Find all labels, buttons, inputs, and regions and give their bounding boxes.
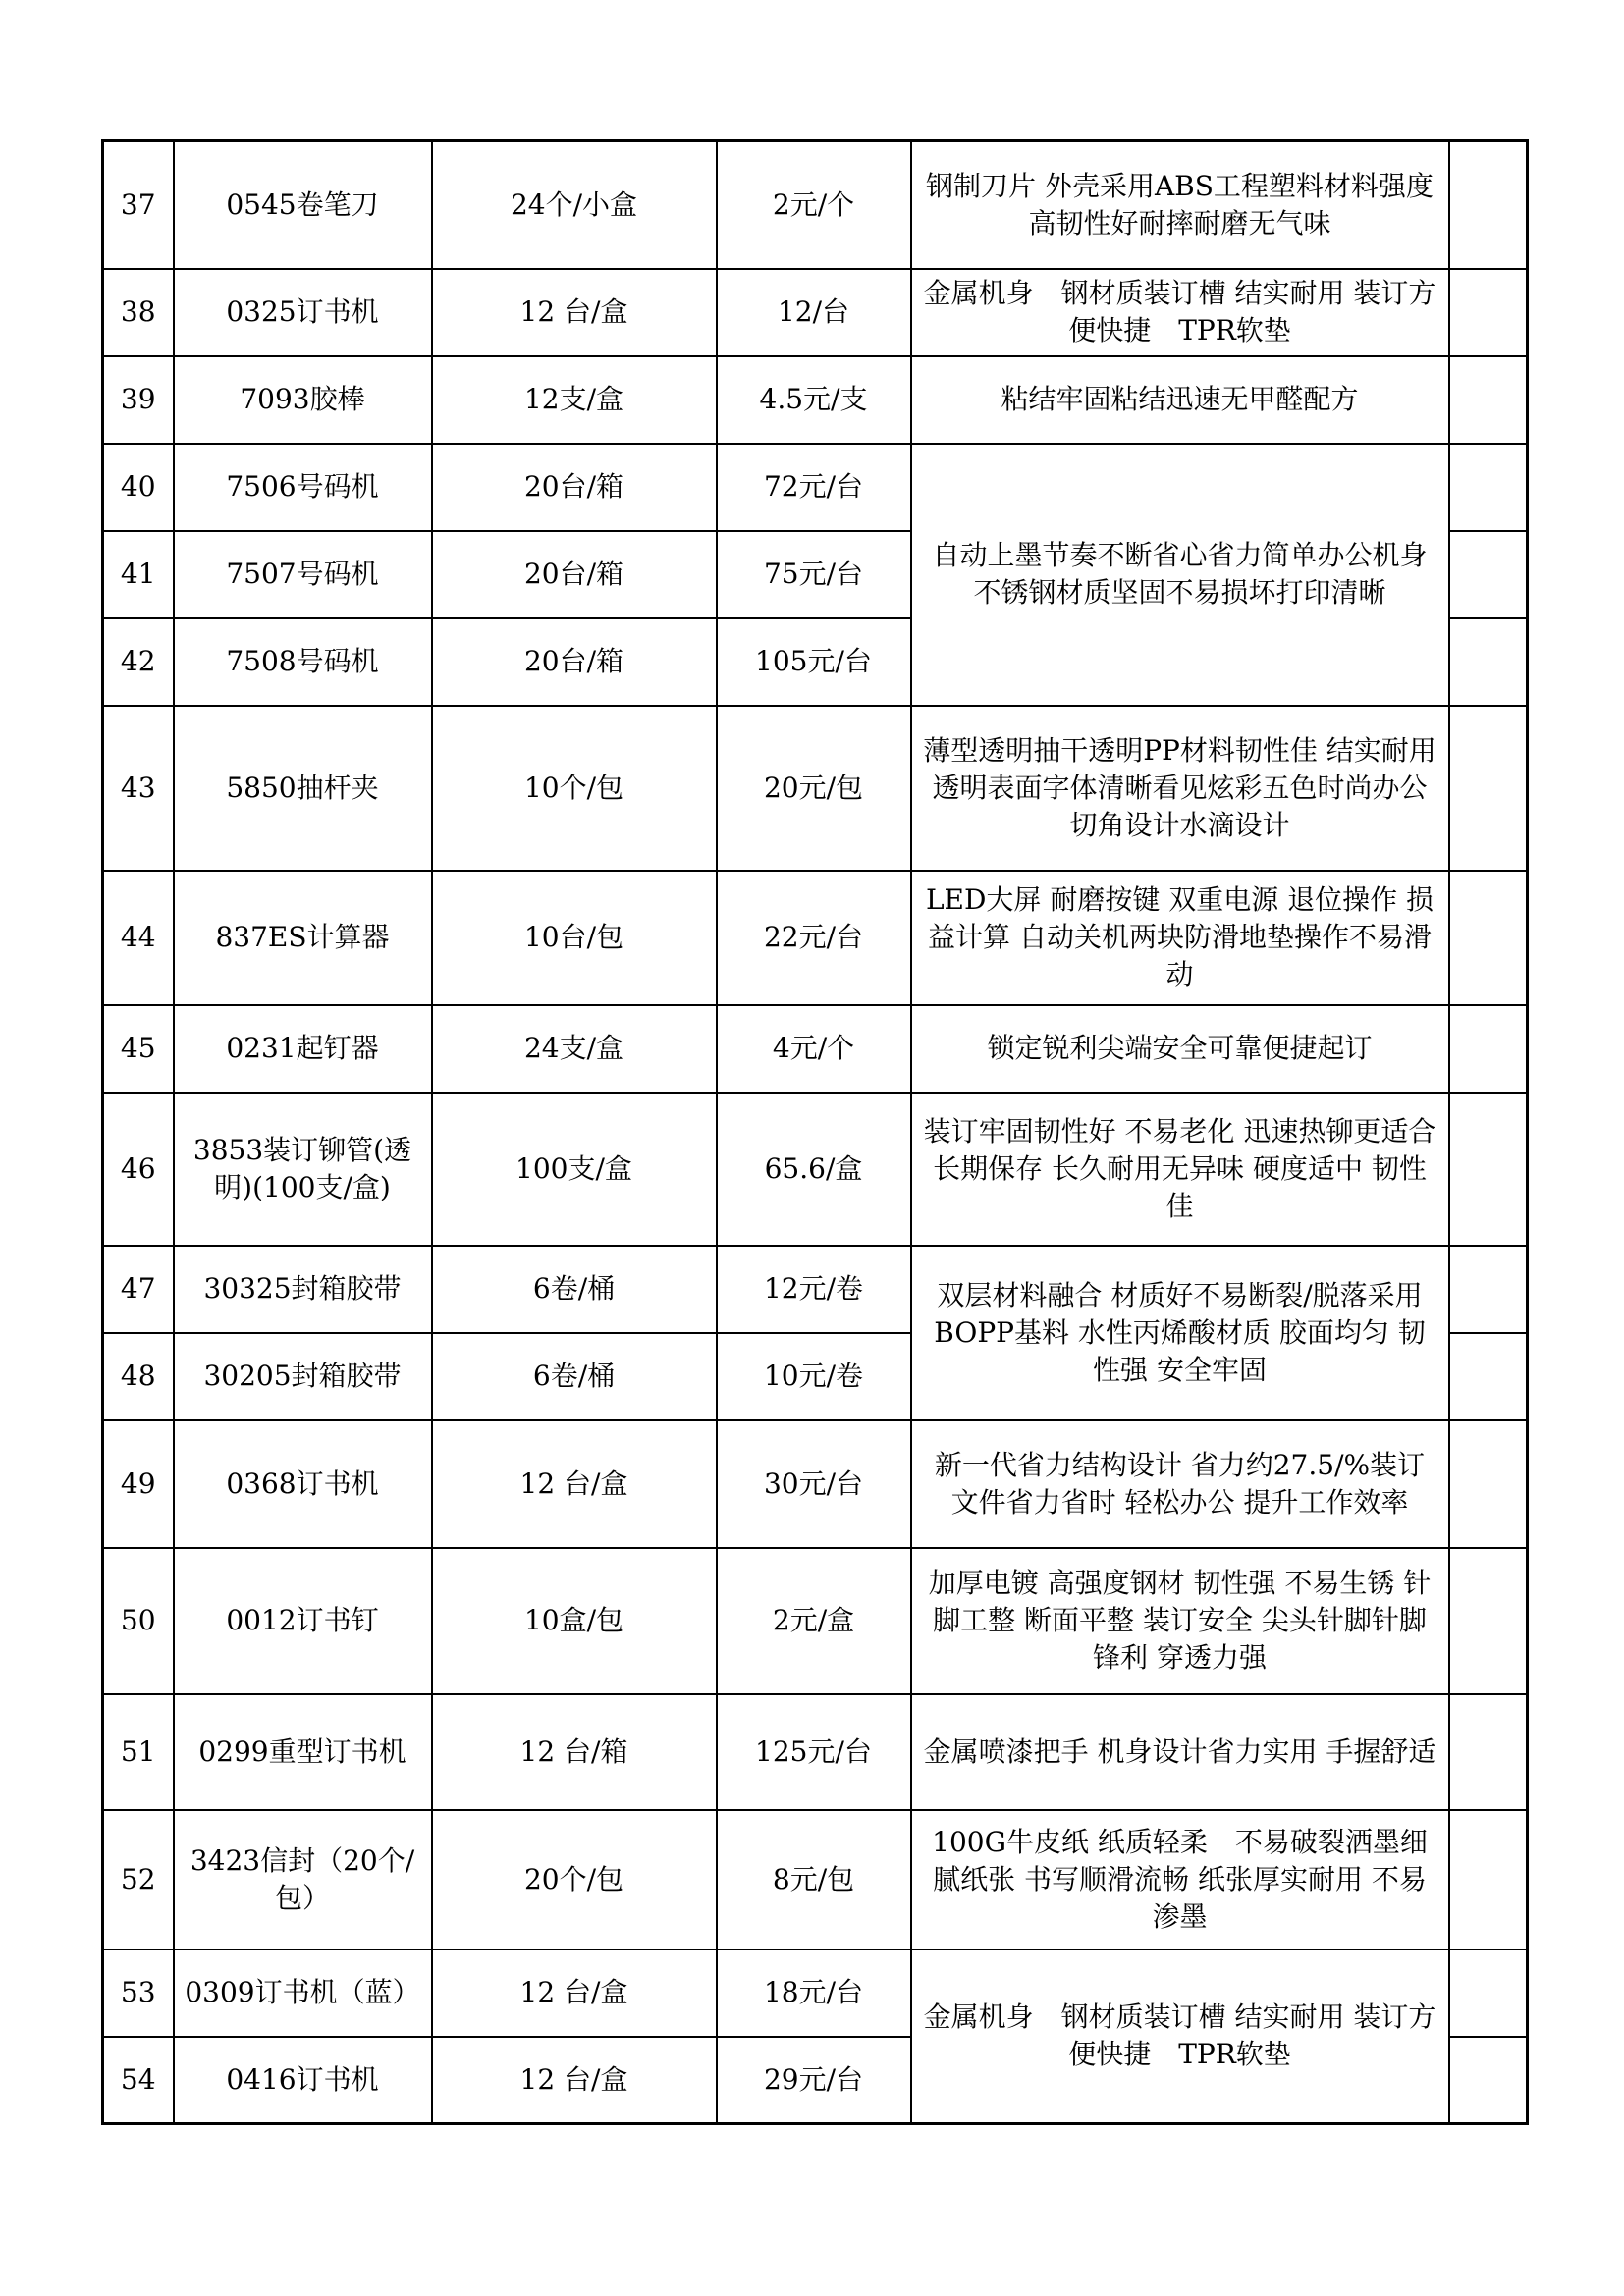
row-number-cell: 38	[103, 269, 174, 356]
packaging-spec-cell: 12 台/盒	[432, 269, 717, 356]
description-cell: 100G牛皮纸 纸质轻柔 不易破裂洒墨细腻纸张 书写顺滑流畅 纸张厚实耐用 不易渗墨	[911, 1810, 1449, 1949]
description-cell: LED大屏 耐磨按键 双重电源 退位操作 损益计算 自动关机两块防滑地垫操作不易滑动	[911, 871, 1449, 1005]
remarks-cell	[1449, 141, 1528, 269]
remarks-cell	[1449, 356, 1528, 444]
product-table	[101, 139, 1529, 2125]
unit-price-cell: 65.6/盒	[717, 1093, 911, 1246]
unit-price-cell: 29元/台	[717, 2037, 911, 2124]
product-name-cell: 0309订书机（蓝）	[174, 1949, 432, 2037]
remarks-cell	[1449, 444, 1528, 531]
table-row	[103, 706, 1528, 871]
product-name-cell: 0231起钉器	[174, 1005, 432, 1093]
product-name-cell: 3423信封（20个/包）	[174, 1810, 432, 1949]
product-name-cell: 0299重型订书机	[174, 1694, 432, 1810]
product-name-cell: 0325订书机	[174, 269, 432, 356]
row-number-cell: 54	[103, 2037, 174, 2124]
remarks-cell	[1449, 1694, 1528, 1810]
unit-price-cell: 12元/卷	[717, 1246, 911, 1333]
packaging-spec-cell: 24支/盒	[432, 1005, 717, 1093]
description-cell: 加厚电镀 高强度钢材 韧性强 不易生锈 针脚工整 断面平整 装订安全 尖头针脚针脚锋利 穿透力强	[911, 1548, 1449, 1694]
packaging-spec-cell: 20台/箱	[432, 618, 717, 706]
row-number-cell: 49	[103, 1420, 174, 1548]
unit-price-cell: 4元/个	[717, 1005, 911, 1093]
packaging-spec-cell: 12 台/盒	[432, 1420, 717, 1548]
description-cell: 新一代省力结构设计 省力约27.5/%装订文件省力省时 轻松办公 提升工作效率	[911, 1420, 1449, 1548]
table-row	[103, 444, 1528, 531]
description-cell: 双层材料融合 材质好不易断裂/脱落采用BOPP基料 水性丙烯酸材质 胶面均匀 韧性强 安全牢固	[911, 1246, 1449, 1420]
packaging-spec-cell: 20个/包	[432, 1810, 717, 1949]
unit-price-cell: 125元/台	[717, 1694, 911, 1810]
unit-price-cell: 18元/台	[717, 1949, 911, 2037]
product-name-cell: 7507号码机	[174, 531, 432, 618]
remarks-cell	[1449, 531, 1528, 618]
packaging-spec-cell: 6卷/桶	[432, 1246, 717, 1333]
remarks-cell	[1449, 706, 1528, 871]
packaging-spec-cell: 10个/包	[432, 706, 717, 871]
row-number-cell: 48	[103, 1333, 174, 1420]
remarks-cell	[1449, 1949, 1528, 2037]
packaging-spec-cell: 20台/箱	[432, 444, 717, 531]
remarks-cell	[1449, 1548, 1528, 1694]
unit-price-cell: 2元/个	[717, 141, 911, 269]
product-table-container	[101, 139, 1526, 2125]
product-name-cell: 0545卷笔刀	[174, 141, 432, 269]
description-cell: 薄型透明抽干透明PP材料韧性佳 结实耐用 透明表面字体清晰看见炫彩五色时尚办公切角设计水滴设计	[911, 706, 1449, 871]
unit-price-cell: 12/台	[717, 269, 911, 356]
table-row	[103, 269, 1528, 356]
unit-price-cell: 22元/台	[717, 871, 911, 1005]
unit-price-cell: 4.5元/支	[717, 356, 911, 444]
packaging-spec-cell: 100支/盒	[432, 1093, 717, 1246]
row-number-cell: 46	[103, 1093, 174, 1246]
product-name-cell: 0416订书机	[174, 2037, 432, 2124]
packaging-spec-cell: 24个/小盒	[432, 141, 717, 269]
remarks-cell	[1449, 1093, 1528, 1246]
row-number-cell: 44	[103, 871, 174, 1005]
packaging-spec-cell: 12 台/盒	[432, 2037, 717, 2124]
row-number-cell: 41	[103, 531, 174, 618]
row-number-cell: 43	[103, 706, 174, 871]
product-name-cell: 7093胶棒	[174, 356, 432, 444]
row-number-cell: 42	[103, 618, 174, 706]
remarks-cell	[1449, 871, 1528, 1005]
row-number-cell: 39	[103, 356, 174, 444]
unit-price-cell: 72元/台	[717, 444, 911, 531]
remarks-cell	[1449, 1810, 1528, 1949]
product-name-cell: 0368订书机	[174, 1420, 432, 1548]
description-cell: 金属机身 钢材质装订槽 结实耐用 装订方便快捷 TPR软垫	[911, 269, 1449, 356]
unit-price-cell: 20元/包	[717, 706, 911, 871]
remarks-cell	[1449, 1005, 1528, 1093]
product-name-cell: 30205封箱胶带	[174, 1333, 432, 1420]
product-table-body	[103, 141, 1528, 2124]
row-number-cell: 52	[103, 1810, 174, 1949]
unit-price-cell: 30元/台	[717, 1420, 911, 1548]
description-cell: 金属喷漆把手 机身设计省力实用 手握舒适	[911, 1694, 1449, 1810]
row-number-cell: 47	[103, 1246, 174, 1333]
table-row	[103, 1694, 1528, 1810]
description-cell: 粘结牢固粘结迅速无甲醛配方	[911, 356, 1449, 444]
unit-price-cell: 8元/包	[717, 1810, 911, 1949]
table-row	[103, 1810, 1528, 1949]
unit-price-cell: 2元/盒	[717, 1548, 911, 1694]
product-name-cell: 5850抽杆夹	[174, 706, 432, 871]
packaging-spec-cell: 6卷/桶	[432, 1333, 717, 1420]
product-name-cell: 30325封箱胶带	[174, 1246, 432, 1333]
row-number-cell: 50	[103, 1548, 174, 1694]
table-row	[103, 1246, 1528, 1333]
packaging-spec-cell: 12 台/盒	[432, 1949, 717, 2037]
table-row	[103, 871, 1528, 1005]
remarks-cell	[1449, 2037, 1528, 2124]
unit-price-cell: 105元/台	[717, 618, 911, 706]
table-row	[103, 1548, 1528, 1694]
row-number-cell: 37	[103, 141, 174, 269]
table-row	[103, 141, 1528, 269]
remarks-cell	[1449, 1333, 1528, 1420]
remarks-cell	[1449, 618, 1528, 706]
row-number-cell: 40	[103, 444, 174, 531]
remarks-cell	[1449, 1246, 1528, 1333]
remarks-cell	[1449, 269, 1528, 356]
product-name-cell: 7506号码机	[174, 444, 432, 531]
packaging-spec-cell: 12支/盒	[432, 356, 717, 444]
table-row	[103, 1005, 1528, 1093]
table-row	[103, 1093, 1528, 1246]
description-cell: 锁定锐利尖端安全可靠便捷起订	[911, 1005, 1449, 1093]
description-cell: 自动上墨节奏不断省心省力简单办公机身不锈钢材质坚固不易损坏打印清晰	[911, 444, 1449, 706]
table-row	[103, 1420, 1528, 1548]
table-row	[103, 1949, 1528, 2037]
product-name-cell: 0012订书钉	[174, 1548, 432, 1694]
packaging-spec-cell: 20台/箱	[432, 531, 717, 618]
unit-price-cell: 10元/卷	[717, 1333, 911, 1420]
product-name-cell: 7508号码机	[174, 618, 432, 706]
description-cell: 金属机身 钢材质装订槽 结实耐用 装订方便快捷 TPR软垫	[911, 1949, 1449, 2124]
packaging-spec-cell: 10盒/包	[432, 1548, 717, 1694]
row-number-cell: 51	[103, 1694, 174, 1810]
row-number-cell: 45	[103, 1005, 174, 1093]
product-name-cell: 3853装订铆管(透明)(100支/盒)	[174, 1093, 432, 1246]
table-row	[103, 356, 1528, 444]
description-cell: 钢制刀片 外壳采用ABS工程塑料材料强度高韧性好耐摔耐磨无气味	[911, 141, 1449, 269]
remarks-cell	[1449, 1420, 1528, 1548]
packaging-spec-cell: 10台/包	[432, 871, 717, 1005]
packaging-spec-cell: 12 台/箱	[432, 1694, 717, 1810]
product-name-cell: 837ES计算器	[174, 871, 432, 1005]
description-cell: 装订牢固韧性好 不易老化 迅速热铆更适合长期保存 长久耐用无异味 硬度适中 韧性佳	[911, 1093, 1449, 1246]
unit-price-cell: 75元/台	[717, 531, 911, 618]
row-number-cell: 53	[103, 1949, 174, 2037]
